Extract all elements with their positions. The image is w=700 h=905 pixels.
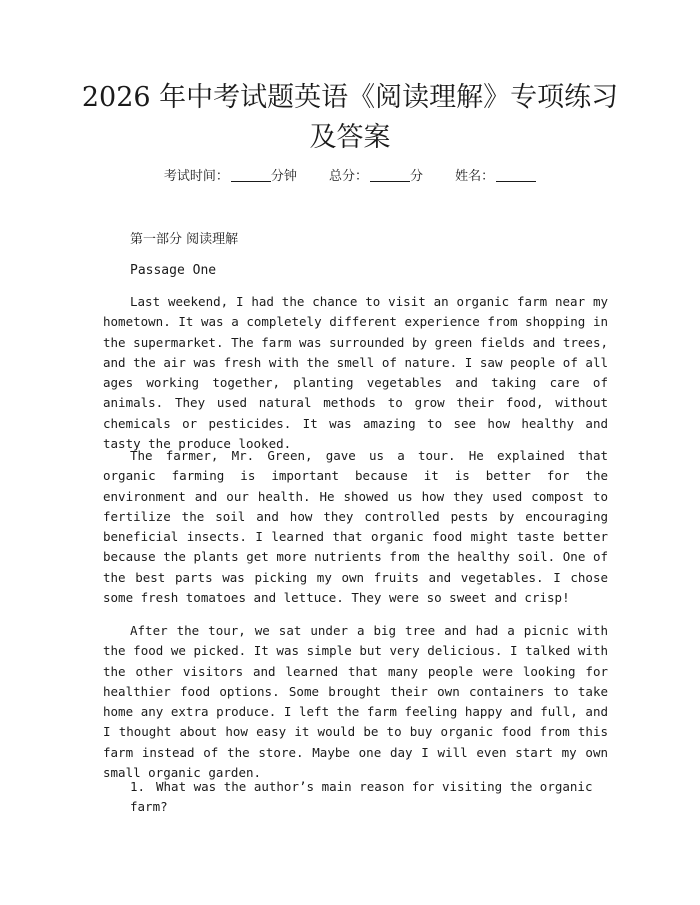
passage-title: Passage One — [130, 263, 217, 278]
question-item — [130, 777, 610, 817]
exam-score — [329, 167, 423, 187]
passage-paragraph-1: Last weekend, I had the chance to visit an organic farm near my hometown. It was a completely different experience from shopping in the supermarket. The farm was surrounded by green fields and trees, and the air was fresh with the smell of nature. I saw people of all ages working together, planting vegetables and taking care of animals. They used natural methods to grow their food, without chemicals or pesticides. It was amazing to see how healthy and tasty the produce looked. — [103, 294, 608, 452]
section-heading: 第一部分 阅读理解 — [130, 232, 239, 247]
question-text: What was the author’s main reason for visiting the organic farm? — [130, 779, 593, 814]
question-number: 1. — [130, 779, 146, 794]
exam-time-label: 考试时间： — [163, 169, 229, 184]
exam-score-unit: 分 — [410, 169, 424, 184]
exam-time — [164, 167, 297, 187]
exam-info — [0, 167, 700, 187]
page-title — [60, 78, 640, 158]
exam-score-label: 总分： — [328, 169, 368, 184]
exam-name-label: 姓名： — [455, 169, 495, 184]
page-title-line-2: 及答案 — [309, 122, 391, 153]
exam-time-unit: 分钟 — [270, 169, 297, 184]
page-title-line-1: 2026 年中考试题英语《阅读理解》专项练习 — [81, 82, 619, 113]
exam-name — [455, 167, 536, 187]
exam-time-blank — [231, 167, 271, 182]
exam-name-blank — [496, 167, 536, 182]
passage-paragraph-3: After the tour, we sat under a big tree and had a picnic with the food we picked. It was simple but very delicious. I talked with the other visitors and learned that many people were looking for healthier food options. Some brought their own containers to take home any extra produce. I left the farm feeling happy and full, and I thought about how easy it would be to buy organic food from this farm instead of the store. Maybe one day I will even start my own small organic garden. — [103, 623, 608, 781]
exam-score-blank — [370, 167, 410, 182]
passage-paragraph-2: The farmer, Mr. Green, gave us a tour. He explained that organic farming is important because it is better for the environment and our health. He showed us how they used compost to fertilize the soil and how they controlled pests by encouraging beneficial insects. I learned that organic food might taste better because the plants get more nutrients from the healthy soil. One of the best parts was picking my own fruits and vegetables. I chose some fresh tomatoes and lettuce. They were so sweet and crisp! — [103, 448, 608, 606]
